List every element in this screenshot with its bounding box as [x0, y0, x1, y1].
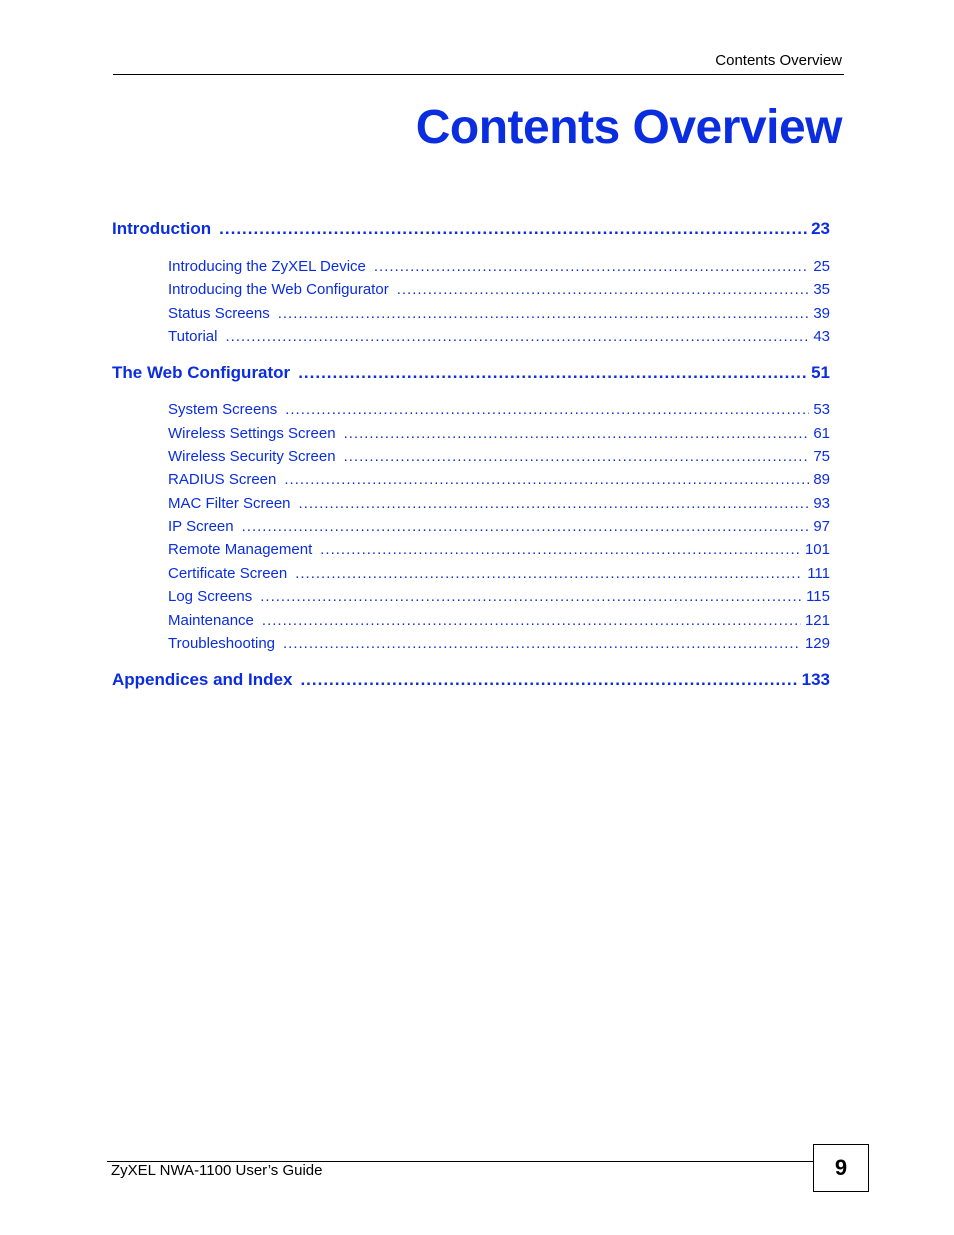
- page-number: 9: [813, 1144, 869, 1192]
- dot-leader: [225, 328, 809, 345]
- toc-entry-page: 61: [813, 425, 830, 442]
- toc-subentry[interactable]: [112, 518, 830, 535]
- dot-leader: [262, 612, 801, 629]
- toc-entry-label: Introducing the Web Configurator: [168, 281, 389, 298]
- dot-leader: [260, 588, 802, 605]
- toc-entry-label: The Web Configurator: [112, 363, 291, 382]
- toc-entry-label: RADIUS Screen: [168, 471, 277, 488]
- toc-subentry[interactable]: [112, 305, 830, 322]
- toc-entry-page: 93: [813, 495, 830, 512]
- dot-leader: [285, 401, 809, 418]
- dot-leader: [219, 219, 807, 239]
- toc-subentry[interactable]: [112, 541, 830, 558]
- toc-entry-label: Tutorial: [168, 328, 218, 345]
- toc-entry-label: Introduction: [112, 219, 212, 238]
- toc-subentry[interactable]: [112, 612, 830, 629]
- toc-entry-page: 89: [813, 471, 830, 488]
- toc-subentry[interactable]: [112, 401, 830, 418]
- toc-subentry[interactable]: [112, 635, 830, 652]
- toc-entry-label: Wireless Settings Screen: [168, 425, 336, 442]
- toc-entry-appendices[interactable]: [112, 670, 830, 690]
- toc-subentry[interactable]: [112, 448, 830, 465]
- toc-entry-label: Log Screens: [168, 588, 253, 605]
- toc-entry-label: Introducing the ZyXEL Device: [168, 258, 366, 275]
- toc-entry-page: 25: [813, 258, 830, 275]
- toc-entry-page: 53: [813, 401, 830, 418]
- toc-entry-page: 115: [806, 588, 830, 605]
- toc-entry-page: 35: [813, 281, 830, 298]
- dot-leader: [374, 258, 809, 275]
- toc-entry-label: Maintenance: [168, 612, 254, 629]
- toc-entry-label: Appendices and Index: [112, 670, 293, 689]
- toc-subentry[interactable]: [112, 565, 830, 582]
- toc-entry-page: 23: [811, 219, 830, 238]
- toc-subentry[interactable]: [112, 258, 830, 275]
- toc-entry-page: 75: [813, 448, 830, 465]
- dot-leader: [283, 635, 801, 652]
- footer-guide-name: ZyXEL NWA-1100 User’s Guide: [111, 1162, 323, 1179]
- toc-entry-page: 121: [804, 612, 830, 629]
- toc-subentry[interactable]: [112, 425, 830, 442]
- toc-subentry[interactable]: [112, 281, 830, 298]
- toc-entry-page: 97: [813, 518, 830, 535]
- toc-entry-page: 101: [804, 541, 830, 558]
- toc-entry-page: 43: [813, 328, 830, 345]
- page-title: Contents Overview: [415, 101, 842, 154]
- dot-leader: [242, 518, 810, 535]
- toc-subentry[interactable]: [112, 471, 830, 488]
- toc-entry-label: Certificate Screen: [168, 565, 288, 582]
- toc-entry-label: Remote Management: [168, 541, 313, 558]
- running-header: Contents Overview: [715, 52, 842, 69]
- toc-entry-page: 133: [801, 670, 830, 689]
- dot-leader: [344, 425, 810, 442]
- header-divider: [113, 74, 844, 75]
- toc-entry-label: MAC Filter Screen: [168, 495, 291, 512]
- toc-entry-page: 51: [811, 363, 830, 382]
- toc-entry-introduction[interactable]: [112, 219, 830, 239]
- dot-leader: [344, 448, 810, 465]
- dot-leader: [299, 495, 810, 512]
- dot-leader: [295, 565, 803, 582]
- toc-subentry[interactable]: [112, 495, 830, 512]
- toc-entry-label: Status Screens: [168, 305, 270, 322]
- toc-entry-label: Wireless Security Screen: [168, 448, 336, 465]
- dot-leader: [320, 541, 801, 558]
- toc-entry-page: 129: [804, 635, 830, 652]
- toc-subentry[interactable]: [112, 328, 830, 345]
- dot-leader: [278, 305, 810, 322]
- toc-entry-label: IP Screen: [168, 518, 234, 535]
- dot-leader: [397, 281, 810, 298]
- toc-entry-page: 111: [807, 565, 830, 582]
- dot-leader: [298, 363, 807, 383]
- toc-entry-label: Troubleshooting: [168, 635, 276, 652]
- toc-entry-web-configurator[interactable]: [112, 363, 830, 383]
- dot-leader: [284, 471, 809, 488]
- dot-leader: [300, 670, 797, 690]
- toc-subentry[interactable]: [112, 588, 830, 605]
- toc-entry-page: 39: [813, 305, 830, 322]
- toc-entry-label: System Screens: [168, 401, 278, 418]
